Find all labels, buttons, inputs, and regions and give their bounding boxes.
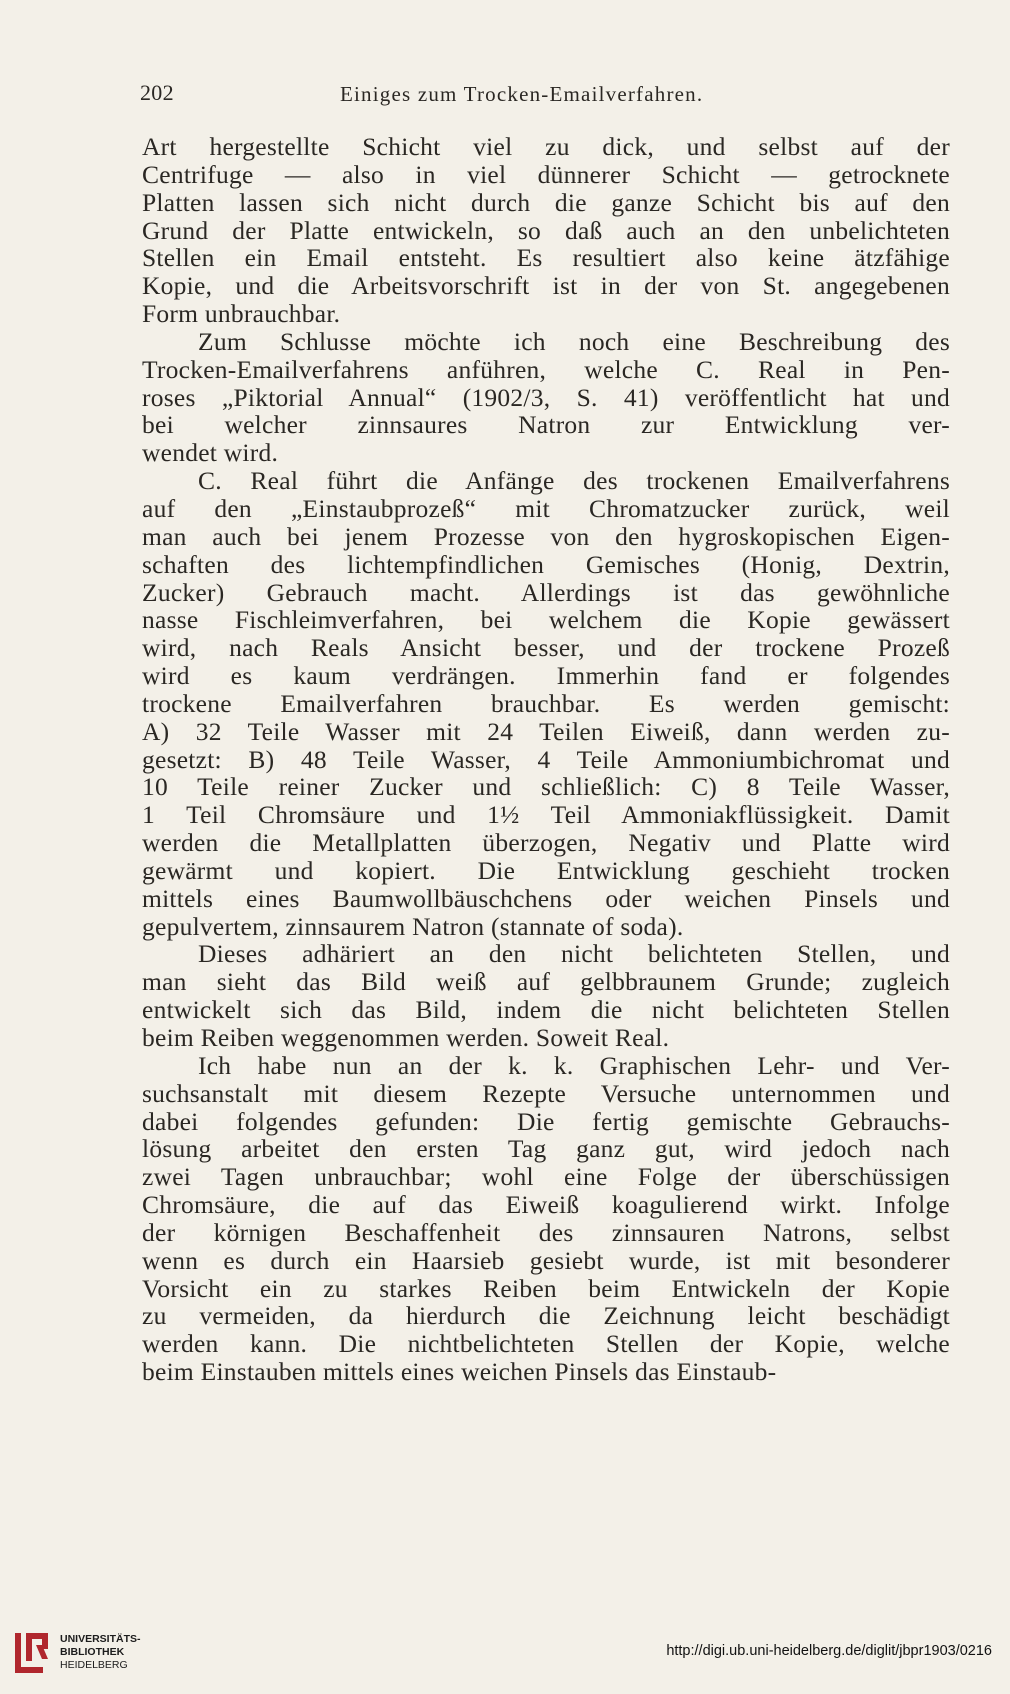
text-line: 10 Teile reiner Zucker und schließlich: C) 8 Teile Wasser, <box>142 772 950 802</box>
text-line: Kopie, und die Arbeitsvorschrift ist in der von St. angegebenen <box>142 271 950 301</box>
text-line: werden die Metallplatten überzogen, Negativ und Platte wird <box>142 828 950 858</box>
library-name-line: UNIVERSITÄTS- <box>60 1633 141 1645</box>
library-logo-icon <box>12 1629 54 1679</box>
text-line: der körnigen Beschaffenheit des zinnsauren Natrons, selbst <box>142 1217 950 1247</box>
text-line: zu vermeiden, da hierdurch die Zeichnung leicht beschädigt <box>142 1301 950 1331</box>
text-line: wird, nach Reals Ansicht besser, und der trockene Prozeß <box>142 633 950 663</box>
page-number: 202 <box>140 80 174 105</box>
text-line: beim Einstauben mittels eines weichen Pinsels das Einstaub- <box>142 1357 777 1387</box>
text-line: wird es kaum verdrängen. Immerhin fand er folgendes <box>142 661 950 691</box>
text-line: man auch bei jenem Prozesse von den hygroskopischen Eigen- <box>142 521 950 551</box>
text-line: zwei Tagen unbrauchbar; wohl eine Folge der überschüssigen <box>142 1162 950 1192</box>
text-line: dabei folgendes gefunden: Die fertig gemischte Gebrauchs- <box>142 1106 950 1136</box>
text-line: Grund der Platte entwickeln, so daß auch an den unbelichteten <box>142 215 950 245</box>
text-line: Zum Schlusse möchte ich noch eine Beschreibung des <box>198 326 950 356</box>
text-line: roses „Piktorial Annual“ (1902/3, S. 41) veröffentlicht hat und <box>142 382 950 412</box>
text-line: Stellen ein Email entsteht. Es resultiert also keine ätzfähige <box>142 243 950 273</box>
text-line: bei welcher zinnsaures Natron zur Entwicklung ver- <box>142 410 950 440</box>
text-line: auf den „Einstaubprozeß“ mit Chromatzucker zurück, weil <box>142 493 950 523</box>
text-line: gesetzt: B) 48 Teile Wasser, 4 Teile Ammoniumbichromat und <box>142 744 950 774</box>
text-line: Ich habe nun an der k. k. Graphischen Lehr- und Ver- <box>198 1050 950 1080</box>
text-line: Chromsäure, die auf das Eiweiß koagulierend wirkt. Infolge <box>142 1190 950 1220</box>
text-line: Platten lassen sich nicht durch die ganze Schicht bis auf den <box>142 187 950 217</box>
text-line: gepulvertem, zinnsaurem Natron (stannate of soda). <box>142 911 684 941</box>
text-line: C. Real führt die Anfänge des trockenen Emailverfahrens <box>198 466 950 496</box>
text-line: werden kann. Die nichtbelichteten Stellen der Kopie, welche <box>142 1329 950 1359</box>
text-line: wenn es durch ein Haarsieb gesiebt wurde, ist mit besonderer <box>142 1245 950 1275</box>
text-line: nasse Fischleimverfahren, bei welchem die Kopie gewässert <box>142 605 950 635</box>
text-line: A) 32 Teile Wasser mit 24 Teilen Eiweiß, dann werden zu- <box>142 716 950 746</box>
library-name-line: HEIDELBERG <box>60 1659 128 1671</box>
text-line: Dieses adhäriert an den nicht belichteten Stellen, und <box>198 939 950 969</box>
text-line: gewärmt und kopiert. Die Entwicklung geschieht trocken <box>142 855 950 885</box>
text-line: entwickelt sich das Bild, indem die nicht belichteten Stellen <box>142 995 950 1025</box>
text-line: lösung arbeitet den ersten Tag ganz gut, wird jedoch nach <box>142 1134 950 1164</box>
text-line: Form unbrauchbar. <box>142 299 341 329</box>
text-line: 1 Teil Chromsäure und 1½ Teil Ammoniakflüssigkeit. Damit <box>142 800 950 830</box>
text-line: beim Reiben weggenommen werden. Soweit Real. <box>142 1023 670 1052</box>
text-line: Trocken-Emailverfahrens anführen, welche C. Real in Pen- <box>142 354 950 384</box>
text-line: Zucker) Gebrauch macht. Allerdings ist das gewöhnliche <box>142 577 950 607</box>
text-line: Art hergestellte Schicht viel zu dick, und selbst auf der <box>142 132 950 161</box>
text-body <box>142 133 950 1386</box>
footer <box>0 1615 1010 1694</box>
library-name <box>60 1633 141 1672</box>
text-line: Vorsicht ein zu starkes Reiben beim Entwickeln der Kopie <box>142 1273 950 1303</box>
page-url[interactable]: http://digi.ub.uni-heidelberg.de/diglit/jbpr1903/0216 <box>666 1643 992 1659</box>
library-name-line: BIBLIOTHEK <box>60 1646 125 1658</box>
text-line: trockene Emailverfahren brauchbar. Es werden gemischt: <box>142 688 950 718</box>
text-line: suchsanstalt mit diesem Rezepte Versuche unternommen und <box>142 1078 950 1108</box>
text-line: Centrifuge — also in viel dünnerer Schicht — getrocknete <box>142 159 950 189</box>
text-line: mittels eines Baumwollbäuschchens oder weichen Pinsels und <box>142 883 950 913</box>
text-line: man sieht das Bild weiß auf gelbbraunem Grunde; zugleich <box>142 967 950 997</box>
text-line: schaften des lichtempfindlichen Gemisches (Honig, Dextrin, <box>142 549 950 579</box>
text-line: wendet wird. <box>142 438 279 468</box>
running-title: Einiges zum Trocken-Emailverfahren. <box>340 82 704 106</box>
